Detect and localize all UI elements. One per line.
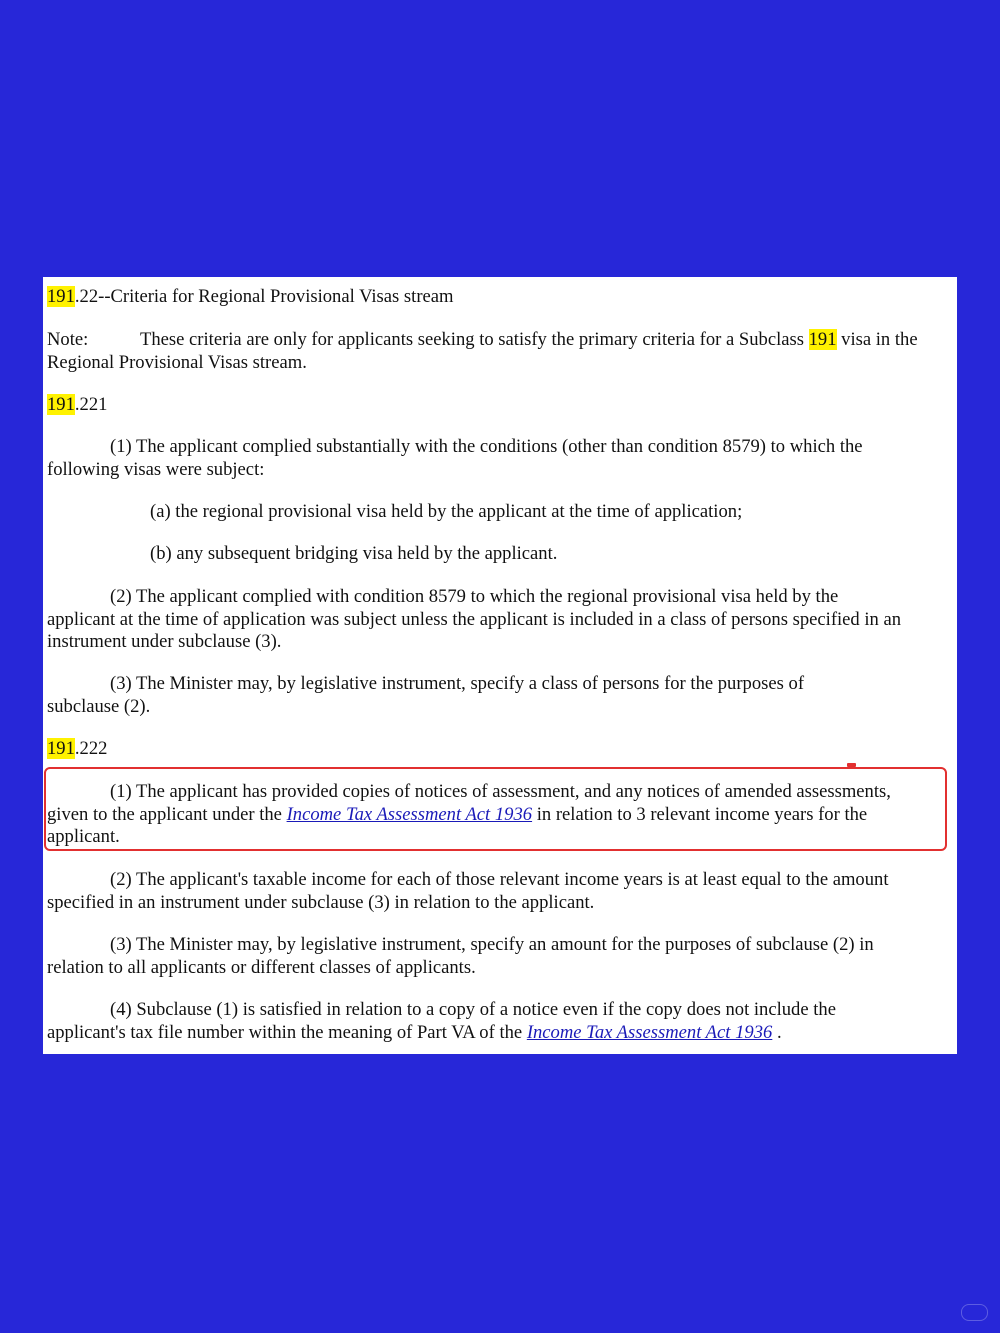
subclause-222-3: (3) The Minister may, by legislative instrument, specify an amount for the purposes of subclause (2) in relation to all applicants or different classes of applicants. (47, 934, 874, 978)
subclause-222-1: (1) The applicant has provided copies of notices of assessment, and any notices of amended assessments, given to the applicant under the Income Tax Assessment Act 1936 in relation to 3 relevant income years for the applicant. (47, 781, 891, 847)
watermark-logo (961, 1304, 988, 1321)
search-highlight: 191 (47, 738, 75, 759)
clause-number-221: 191.221 (47, 394, 108, 415)
subclause-222-4: (4) Subclause (1) is satisfied in relation to a copy of a notice even if the copy does not include the applicant's tax file number within the meaning of Part VA of the Income Tax Assessment Act 1936 . (47, 999, 836, 1043)
annotation-mark (847, 763, 856, 767)
subclause-222-2: (2) The applicant's taxable income for each of those relevant income years is at least equal to the amount specified in an instrument under subclause (3) in relation to the applicant. (47, 869, 889, 913)
paragraph-221-b: (b) any subsequent bridging visa held by the applicant. (150, 543, 558, 564)
subclause-221-3: (3) The Minister may, by legislative instrument, specify a class of persons for the purposes of subclause (2). (47, 673, 805, 717)
clause-number-222: 191.222 (47, 738, 108, 759)
income-tax-act-link[interactable]: Income Tax Assessment Act 1936 (286, 803, 533, 825)
search-highlight: 191 (47, 286, 75, 307)
search-highlight: 191 (808, 329, 837, 350)
paragraph-221-a: (a) the regional provisional visa held by the applicant at the time of application; (150, 501, 743, 522)
income-tax-act-link[interactable]: Income Tax Assessment Act 1936 (526, 1021, 773, 1043)
subclause-221-2: (2) The applicant complied with condition 8579 to which the regional provisional visa held by the applicant at the time of application was subject unless the applicant is included in a class of persons specified in an instrument under subclause (3). (47, 586, 902, 652)
note-paragraph: Note: These criteria are only for applicants seeking to satisfy the primary criteria for a Subclass 191 visa in the Regional Provisional Visas stream. (47, 329, 918, 373)
subclause-221-1: (1) The applicant complied substantially with the conditions (other than condition 8579) to which the following visas were subject: (47, 436, 863, 480)
section-heading: 191.22--Criteria for Regional Provisional Visas stream (47, 286, 454, 307)
legislation-document (43, 277, 957, 1054)
note-label: Note: (47, 329, 89, 350)
search-highlight: 191 (47, 394, 75, 415)
annotation-highlight-box (44, 767, 947, 851)
